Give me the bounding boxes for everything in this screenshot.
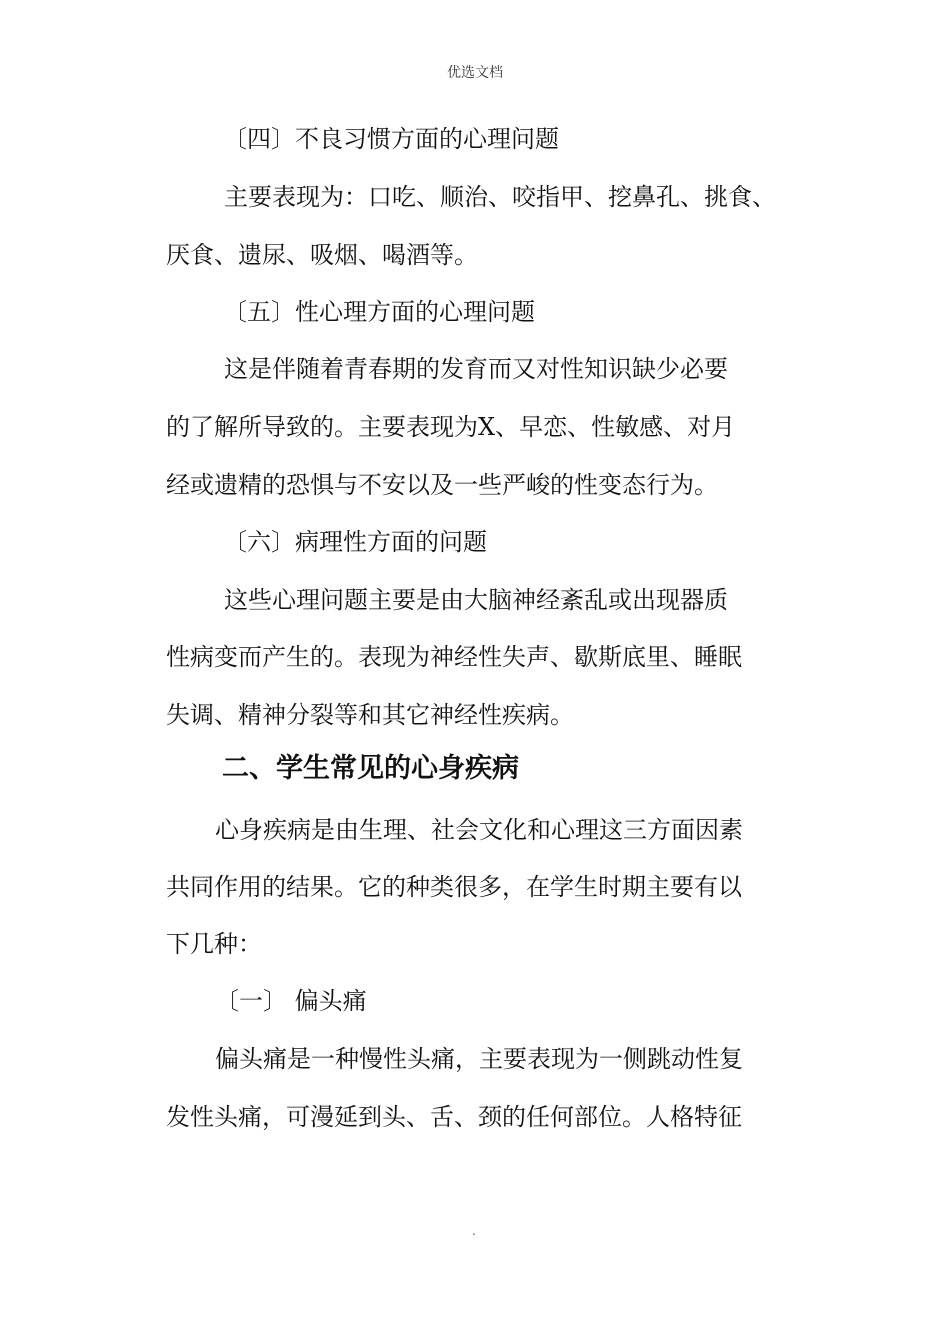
paragraph-line: 厌食、遗尿、吸烟、喝酒等。 <box>166 241 478 269</box>
paragraph-line: 失调、精神分裂等和其它神经性疾病。 <box>166 701 574 729</box>
section-heading: 二、学生常见的心身疾病 <box>222 753 519 784</box>
page-header: 优选文档 <box>447 65 503 81</box>
paragraph-line: 性病变而产生的。表现为神经性失声、歇斯底里、睡眠 <box>166 643 742 671</box>
subheading-pathological: 〔六〕病理性方面的问题 <box>223 528 487 556</box>
subheading-sex-psychology: 〔五〕性心理方面的心理问题 <box>223 298 535 326</box>
paragraph-line: 这是伴随着青春期的发育而又对性知识缺少必要 <box>224 355 728 383</box>
paragraph-line: 偏头痛是一种慢性头痛，主要表现为一侧跳动性复 <box>215 1045 743 1073</box>
paragraph-line: 经或遗精的恐惧与不安以及一些严峻的性变态行为。 <box>166 471 718 499</box>
paragraph-line: 心身疾病是由生理、社会文化和心理这三方面因素 <box>215 816 743 844</box>
paragraph-line: 这些心理问题主要是由大脑神经紊乱或出现器质 <box>224 586 728 614</box>
page-footer-mark: . <box>472 1224 476 1238</box>
subheading-bad-habits: 〔四〕不良习惯方面的心理问题 <box>223 125 559 153</box>
paragraph-line: 共同作用的结果。它的种类很多，在学生时期主要有以 <box>166 873 742 901</box>
paragraph-line: 的了解所导致的。主要表现为X、早恋、性敏感、对月 <box>166 413 736 441</box>
paragraph-line: 下几种： <box>166 930 262 958</box>
subheading-migraine: 〔一〕 偏头痛 <box>215 987 367 1015</box>
paragraph-line: 主要表现为：口吃、顺治、咬指甲、挖鼻孔、挑食、 <box>224 183 776 211</box>
paragraph-line: 发性头痛，可漫延到头、舌、颈的任何部位。人格特征 <box>166 1103 742 1131</box>
